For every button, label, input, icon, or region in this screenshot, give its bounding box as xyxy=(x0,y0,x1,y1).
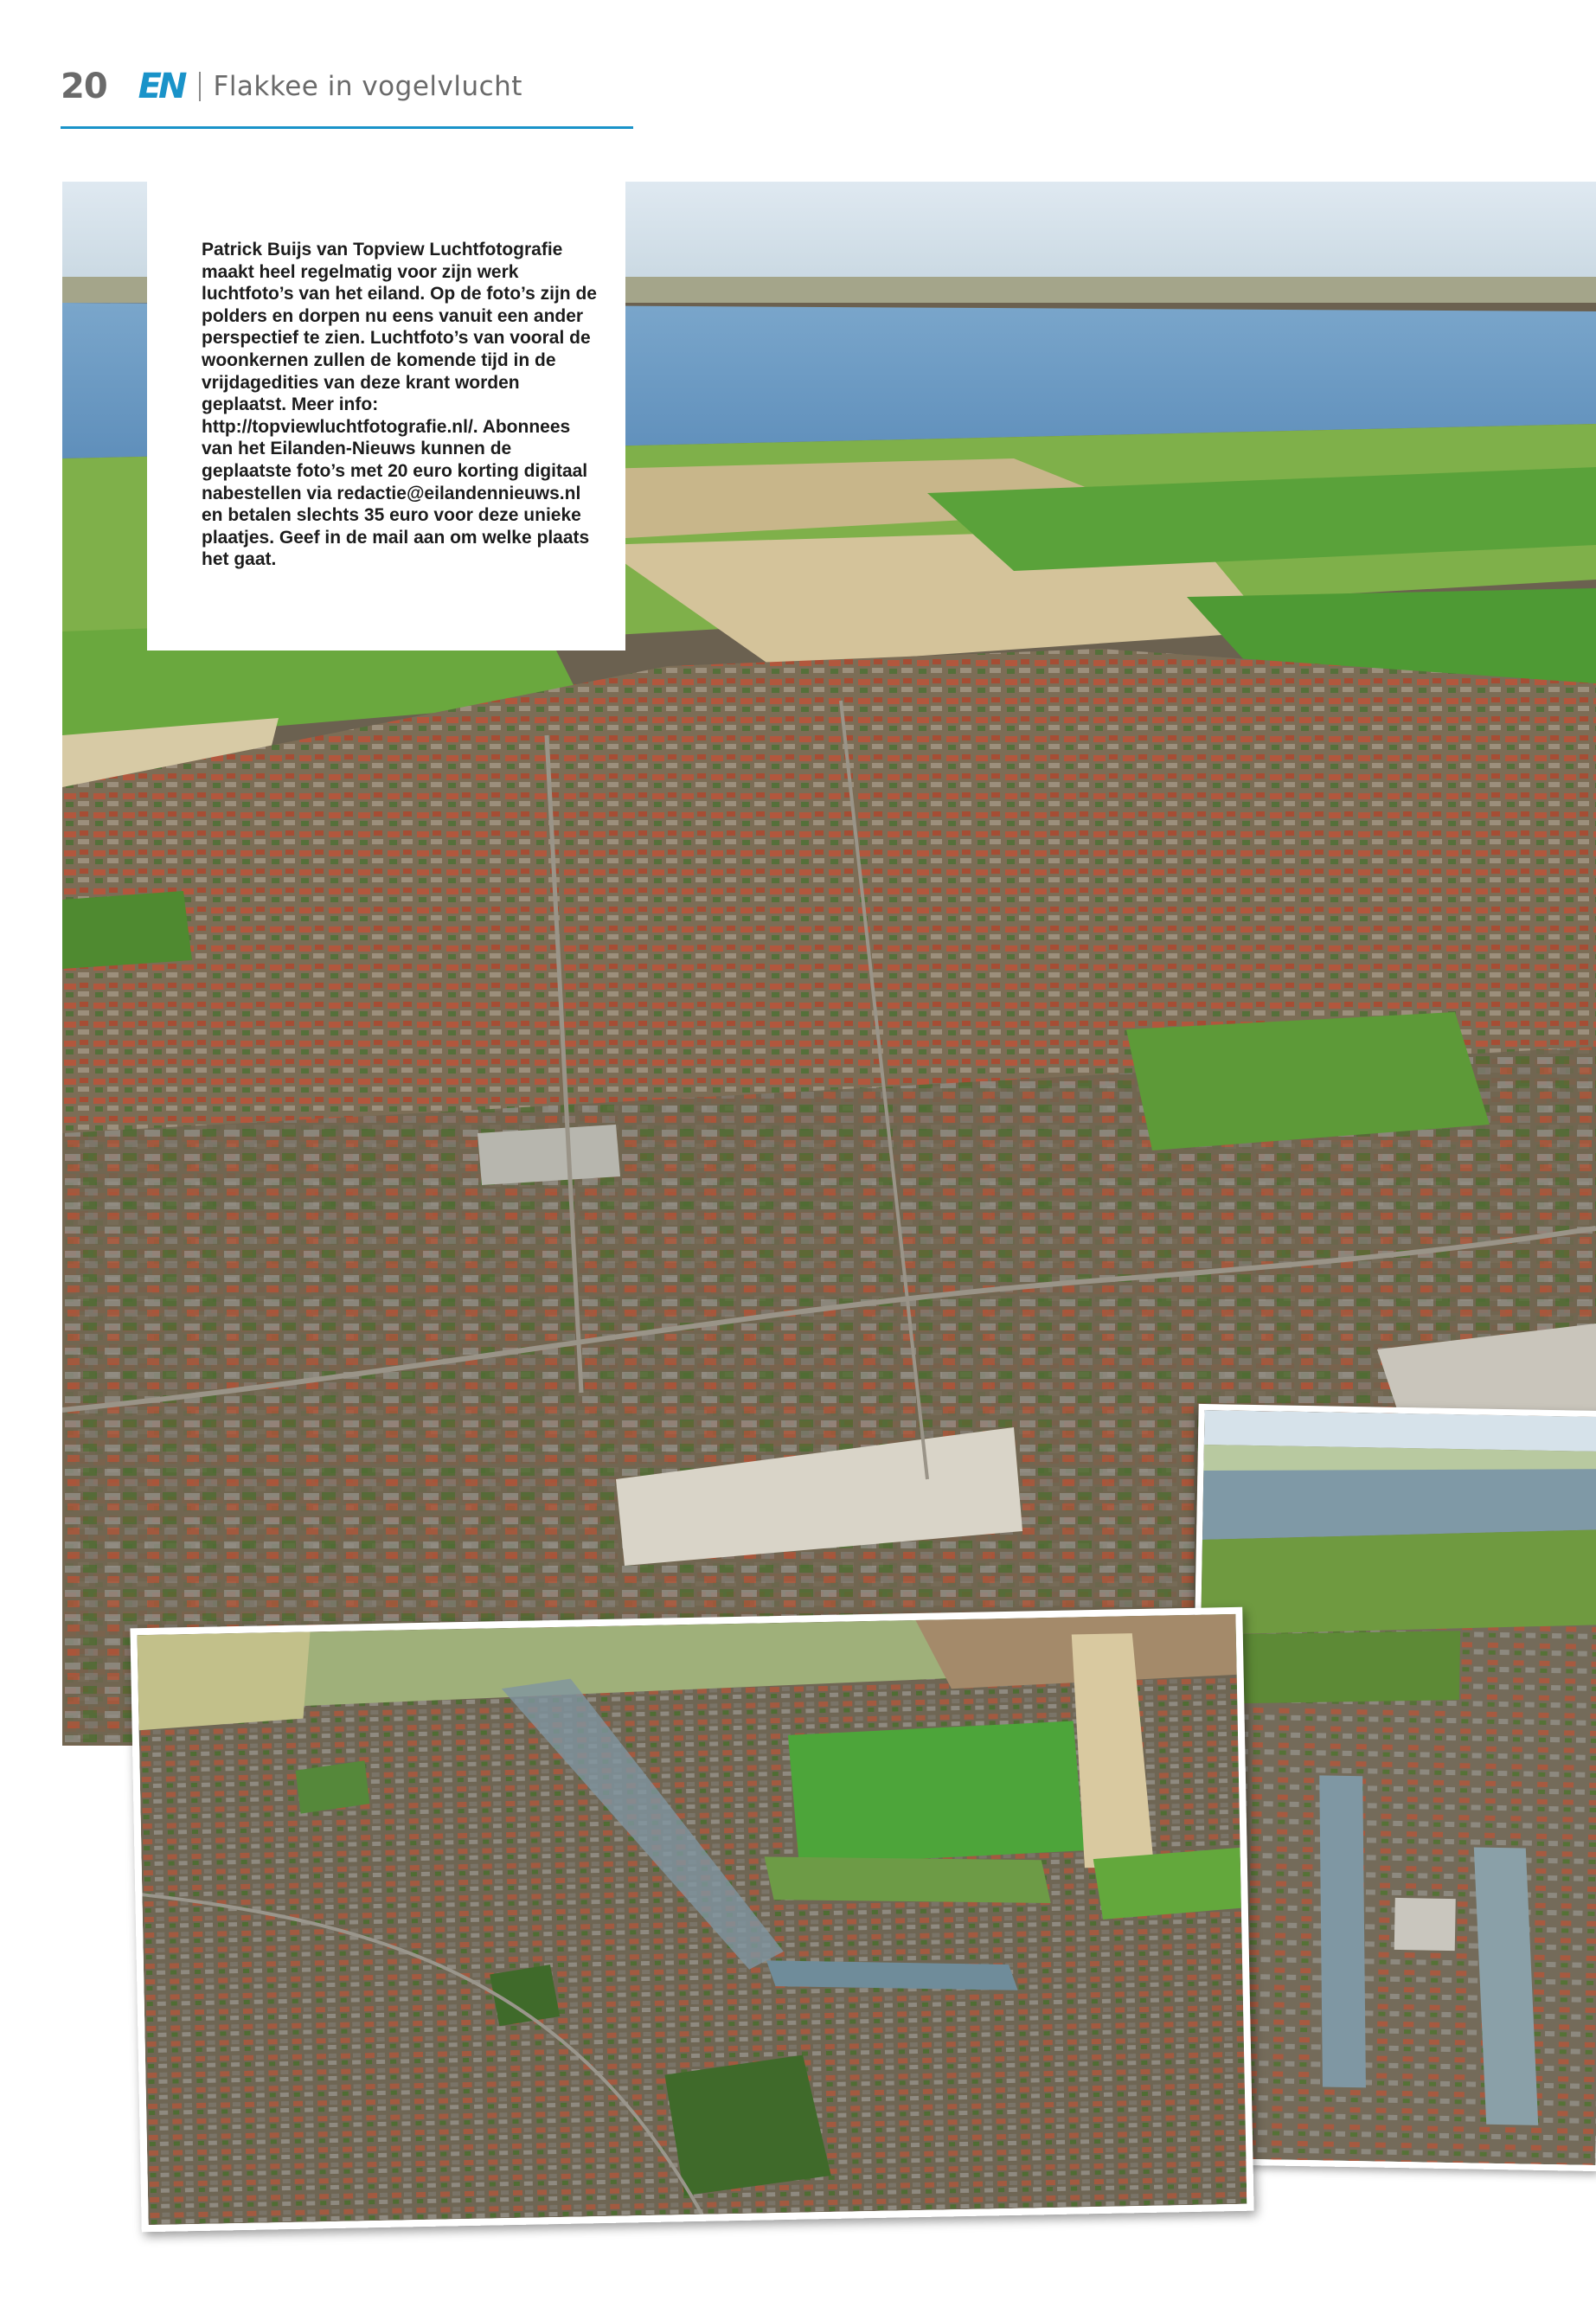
inset-aerial-photo-bottom xyxy=(130,1607,1253,2233)
header-rule xyxy=(61,126,633,129)
header-divider xyxy=(199,72,201,101)
page-header xyxy=(61,61,522,112)
caption-box xyxy=(147,182,625,651)
section-title: Flakkee in vogelvlucht xyxy=(213,71,522,102)
newspaper-logo: EN xyxy=(138,67,184,106)
photo-caption: Patrick Buijs van Topview Luchtfotografie maakt heel regelmatig voor zijn werk luchtfoto’s van het eiland. Op de foto’s zijn de polders en dorpen nu eens vanuit een ander perspectief te zien. Luchtfoto’s van vooral de woonkernen zullen de komende tijd in de vrijdagedities van deze krant worden geplaatst. Meer info: http://topviewluchtfotografie.nl/. Abonnees van het Eilanden-Nieuws kunnen de geplaatste foto’s met 20 euro korting digitaal nabestellen via redactie@eilandennieuws.nl en betalen slechts 35 euro voor deze unieke plaatjes. Geef in de mail aan om welke plaats het gaat. xyxy=(202,240,597,570)
page-number: 20 xyxy=(61,67,107,106)
